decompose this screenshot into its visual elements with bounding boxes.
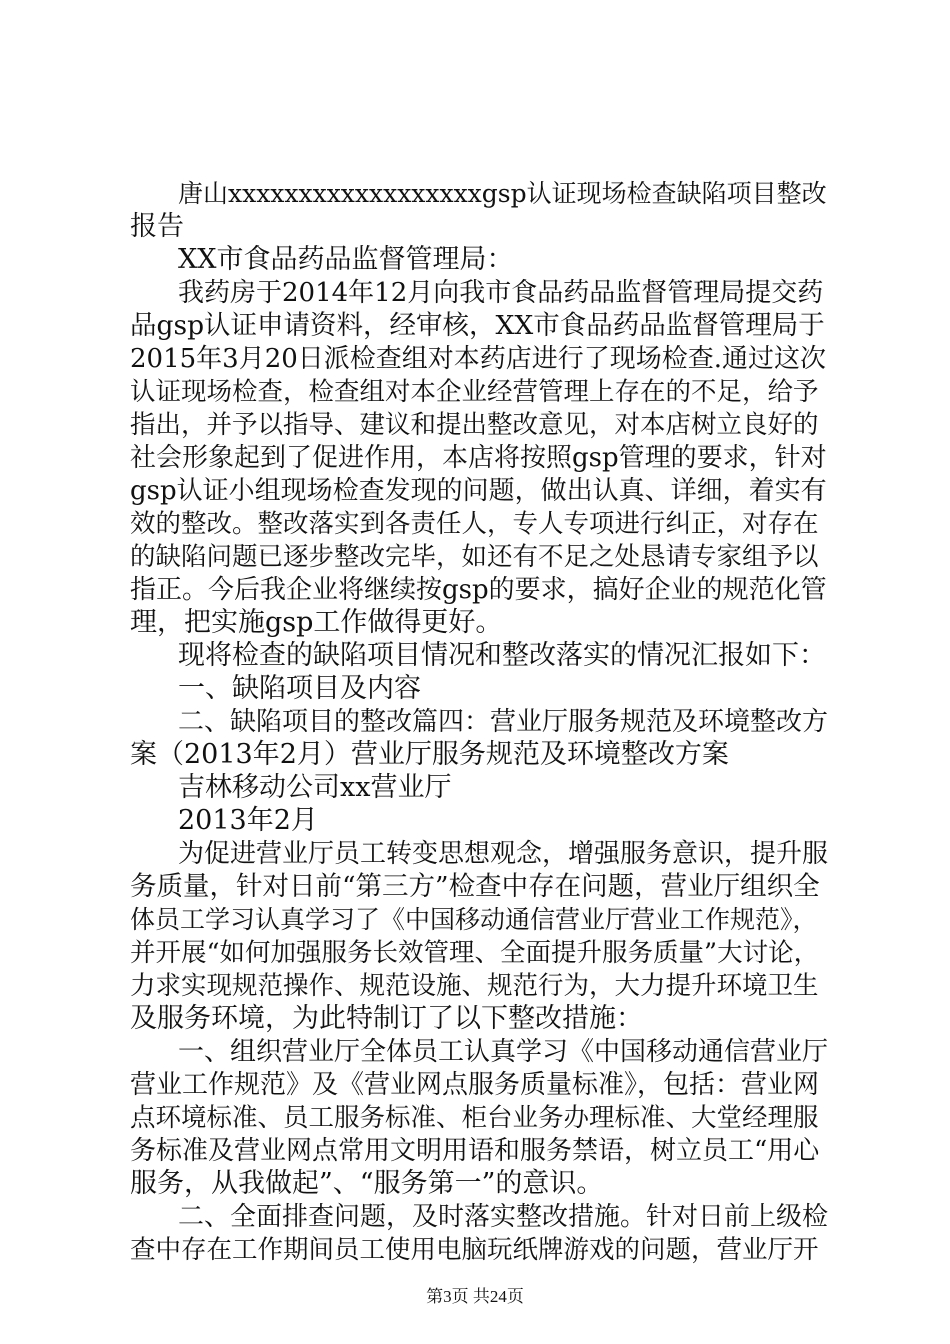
body-line: 查中存在工作期间员工使用电脑玩纸牌游戏的问题，营业厅开: [130, 1235, 819, 1265]
body-line: 我药房于2014年12月向我市食品药品监督管理局提交药: [178, 278, 824, 308]
section-heading: 一、缺陷项目及内容: [178, 673, 421, 704]
body-line: 及服务环境，为此特制订了以下整改措施：: [130, 1003, 643, 1034]
body-line: 营业工作规范》及《营业网点服务质量标准》，包括：营业网: [130, 1070, 820, 1100]
body-line: 务质量，针对日前“第三方”检查中存在问题，营业厅组织全: [130, 871, 820, 902]
body-line: gsp认证小组现场检查发现的问题，做出认真、详细，着实有: [130, 476, 827, 506]
body-line: 效的整改。整改落实到各责任人，专人专项进行纠正，对存在: [130, 509, 819, 539]
title-line-2: 报告: [130, 211, 184, 242]
body-line: 点环境标准、员工服务标准、柜台业务办理标准、大堂经理服: [130, 1103, 819, 1133]
addressee-line: XX市食品药品监督管理局：: [178, 244, 514, 275]
body-line: 理，把实施gsp工作做得更好。: [130, 607, 503, 638]
body-line: 力求实现规范操作、规范设施、规范行为，大力提升环境卫生: [130, 971, 819, 1001]
org-line: 吉林移动公司xx营业厅: [178, 772, 452, 803]
body-line: 指出，并予以指导、建议和提出整改意见，对本店树立良好的: [130, 410, 819, 440]
body-line: 品gsp认证申请资料，经审核，XX市食品药品监督管理局于: [130, 310, 825, 341]
body-line: 2015年3月20日派检查组对本药店进行了现场检查.通过这次: [130, 344, 827, 374]
body-line: 社会形象起到了促进作用，本店将按照gsp管理的要求，针对: [130, 443, 827, 473]
body-line: 二、全面排查问题，及时落实整改措施。针对日前上级检: [178, 1202, 829, 1232]
body-line: 现将检查的缺陷项目情况和整改落实的情况汇报如下：: [178, 640, 826, 671]
date-line: 2013年2月: [178, 805, 318, 836]
body-line: 指正。今后我企业将继续按gsp的要求，搞好企业的规范化管: [130, 575, 827, 605]
body-line: 认证现场检查，检查组对本企业经营管理上存在的不足，给予: [130, 377, 819, 407]
page-number-footer: 第3页 共24页: [426, 1287, 524, 1306]
body-line: 体员工学习认真学习了《中国移动通信营业厅营业工作规范》，: [130, 905, 818, 934]
body-line: 务标准及营业网点常用文明用语和服务禁语，树立员工“用心: [130, 1136, 820, 1166]
body-line: 为促进营业厅员工转变思想观念，增强服务意识，提升服: [178, 839, 829, 869]
section-heading: 二、缺陷项目的整改篇四：营业厅服务规范及环境整改方: [178, 707, 829, 737]
body-line: 并开展“如何加强服务长效管理、全面提升服务质量”大讨论，: [130, 938, 820, 968]
body-line: 一、组织营业厅全体员工认真学习《中国移动通信营业厅: [178, 1037, 829, 1067]
body-line: 案（2013年2月）营业厅服务规范及环境整改方案: [130, 739, 729, 770]
body-line: 的缺陷问题已逐步整改完毕，如还有不足之处恳请专家组予以: [130, 542, 819, 572]
title-line-1: 唐山xxxxxxxxxxxxxxxxxxgsp认证现场检查缺陷项目整改: [178, 179, 827, 208]
body-line: 服务，从我做起”、“服务第一”的意识。: [130, 1168, 604, 1199]
